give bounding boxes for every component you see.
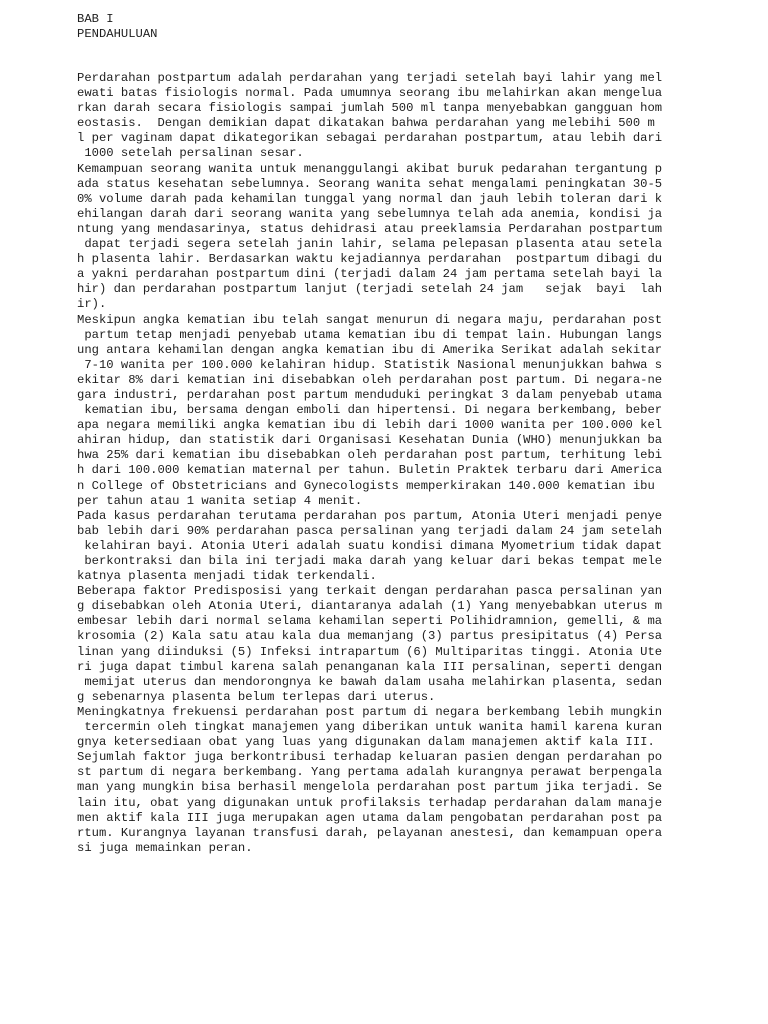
paragraph-7-line: lain itu, obat yang digunakan untuk profilaksis terhadap perdarahan dalam manaje bbox=[77, 795, 663, 810]
paragraph-4-line: katnya plasenta menjadi tidak terkendali. bbox=[77, 569, 377, 584]
paragraph-7-line: rtum. Kurangnya layanan transfusi darah, pelayanan anestesi, dan kemampuan opera bbox=[77, 825, 663, 840]
paragraph-6-line: gnya ketersediaan obat yang luas yang digunakan dalam manajemen aktif kala III. bbox=[77, 735, 655, 750]
paragraph-3-line: kematian ibu, bersama dengan emboli dan hipertensi. Di negara berkembang, beber bbox=[77, 403, 663, 418]
paragraph-4-line: bab lebih dari 90% perdarahan pasca persalinan yang terjadi dalam 24 jam setelah bbox=[77, 523, 663, 538]
paragraph-5-line: embesar lebih dari normal selama kehamilan seperti Polihidramnion, gemelli, & ma bbox=[77, 614, 663, 629]
paragraph-3-line: gara industri, perdarahan post partum menduduki peringkat 3 dalam penyebab utama bbox=[77, 387, 663, 402]
paragraph-5-line: ri juga dapat timbul karena salah penanganan kala III persalinan, seperti dengan bbox=[77, 659, 663, 674]
paragraph-1-line: rkan darah secara fisiologis sampai jumlah 500 ml tanpa menyebabkan gangguan hom bbox=[77, 101, 663, 116]
paragraph-6-line: tercermin oleh tingkat manajemen yang diberikan untuk wanita hamil karena kuran bbox=[77, 720, 663, 735]
paragraph-2-line: ada status kesehatan sebelumnya. Seorang wanita sehat mengalami peningkatan 30-5 bbox=[77, 176, 663, 191]
paragraph-7-line: si juga memainkan peran. bbox=[77, 840, 253, 855]
paragraph-5-line: linan yang diinduksi (5) Infeksi intrapartum (6) Multiparitas tinggi. Atonia Ute bbox=[77, 644, 663, 659]
paragraph-6-line: Meningkatnya frekuensi perdarahan post partum di negara berkembang lebih mungkin bbox=[77, 704, 663, 719]
paragraph-1-line: ewati batas fisiologis normal. Pada umumnya seorang ibu melahirkan akan mengelua bbox=[77, 86, 663, 101]
paragraph-5-line: memijat uterus dan mendorongnya ke bawah dalam usaha melahirkan plasenta, sedan bbox=[77, 674, 663, 689]
paragraph-3-line: per tahun atau 1 wanita setiap 4 menit. bbox=[77, 493, 363, 508]
paragraph-3-line: apa negara memiliki angka kematian ibu di lebih dari 1000 wanita per 100.000 kel bbox=[77, 418, 663, 433]
paragraph-7-line: st partum di negara berkembang. Yang pertama adalah kurangnya perawat berpengala bbox=[77, 765, 663, 780]
chapter-title: PENDAHULUAN bbox=[77, 27, 158, 42]
paragraph-1-line: l per vaginam dapat dikategorikan sebagai perdarahan postpartum, atau lebih dari bbox=[77, 131, 663, 146]
paragraph-2-line: ehilangan darah dari seorang wanita yang sebelumnya telah ada anemia, kondisi ja bbox=[77, 206, 663, 221]
paragraph-7-line: man yang mungkin bisa berhasil mengelola perdarahan post partum jika terjadi. Se bbox=[77, 780, 663, 795]
paragraph-3-line: n College of Obstetricians and Gynecologists memperkirakan 140.000 kematian ibu bbox=[77, 478, 655, 493]
paragraph-3-line: ung antara kehamilan dengan angka kematian ibu di Amerika Serikat adalah sekitar bbox=[77, 342, 663, 357]
paragraph-2-line: ntung yang mendasarinya, status dehidrasi atau preeklamsia Perdarahan postpartum bbox=[77, 221, 663, 236]
paragraph-2-line: a yakni perdarahan postpartum dini (terjadi dalam 24 jam pertama setelah bayi la bbox=[77, 267, 663, 282]
paragraph-2-line: dapat terjadi segera setelah janin lahir, selama pelepasan plasenta atau setela bbox=[77, 237, 663, 252]
body-text bbox=[77, 71, 662, 856]
paragraph-3-line: Meskipun angka kematian ibu telah sangat menurun di negara maju, perdarahan post bbox=[77, 312, 663, 327]
paragraph-2-line: Kemampuan seorang wanita untuk menanggulangi akibat buruk pedarahan tergantung p bbox=[77, 161, 663, 176]
paragraph-1-line: 1000 setelah persalinan sesar. bbox=[77, 146, 304, 161]
paragraph-1-line: eostasis. Dengan demikian dapat dikatakan bahwa perdarahan yang melebihi 500 m bbox=[77, 116, 655, 131]
paragraph-5-line: krosomia (2) Kala satu atau kala dua memanjang (3) partus presipitatus (4) Persa bbox=[77, 629, 663, 644]
paragraph-3-line: partum tetap menjadi penyebab utama kematian ibu di tempat lain. Hubungan langs bbox=[77, 327, 663, 342]
paragraph-3-line: h dari 100.000 kematian maternal per tahun. Buletin Praktek terbaru dari America bbox=[77, 463, 663, 478]
paragraph-2-line: ir). bbox=[77, 297, 107, 312]
paragraph-5-line: Beberapa faktor Predisposisi yang terkait dengan perdarahan pasca persalinan yan bbox=[77, 584, 663, 599]
paragraph-4-line: Pada kasus perdarahan terutama perdarahan pos partum, Atonia Uteri menjadi penye bbox=[77, 508, 663, 523]
paragraph-2-line: 0% volume darah pada kehamilan tunggal yang normal dan jauh lebih toleran dari k bbox=[77, 191, 663, 206]
paragraph-4-line: kelahiran bayi. Atonia Uteri adalah suatu kondisi dimana Myometrium tidak dapat bbox=[77, 538, 663, 553]
paragraph-3-line: hwa 25% dari kematian ibu disebabkan oleh perdarahan post partum, terhitung lebi bbox=[77, 448, 663, 463]
paragraph-7-line: men aktif kala III juga merupakan agen utama dalam pengobatan perdarahan post pa bbox=[77, 810, 663, 825]
paragraph-3-line: ekitar 8% dari kematian ini disebabkan oleh perdarahan post partum. Di negara-ne bbox=[77, 372, 663, 387]
paragraph-4-line: berkontraksi dan bila ini terjadi maka darah yang keluar dari bekas tempat mele bbox=[77, 554, 663, 568]
paragraph-2-line: h plasenta lahir. Berdasarkan waktu kejadiannya perdarahan postpartum dibagi du bbox=[77, 252, 663, 267]
paragraph-3-line: ahiran hidup, dan statistik dari Organisasi Kesehatan Dunia (WHO) menunjukkan ba bbox=[77, 433, 663, 448]
paragraph-5-line: g sebenarnya plasenta belum terlepas dari uterus. bbox=[77, 689, 436, 704]
chapter-label: BAB I bbox=[77, 12, 114, 26]
paragraph-3-line: 7-10 wanita per 100.000 kelahiran hidup. Statistik Nasional menunjukkan bahwa s bbox=[77, 357, 663, 372]
paragraph-5-line: g disebabkan oleh Atonia Uteri, diantaranya adalah (1) Yang menyebabkan uterus m bbox=[77, 599, 663, 614]
paragraph-1-line: Perdarahan postpartum adalah perdarahan yang terjadi setelah bayi lahir yang mel bbox=[77, 71, 663, 85]
paragraph-7-line: Sejumlah faktor juga berkontribusi terhadap keluaran pasien dengan perdarahan po bbox=[77, 750, 663, 765]
chapter-heading bbox=[77, 12, 157, 42]
paragraph-2-line: hir) dan perdarahan postpartum lanjut (terjadi setelah 24 jam sejak bayi lah bbox=[77, 282, 663, 297]
